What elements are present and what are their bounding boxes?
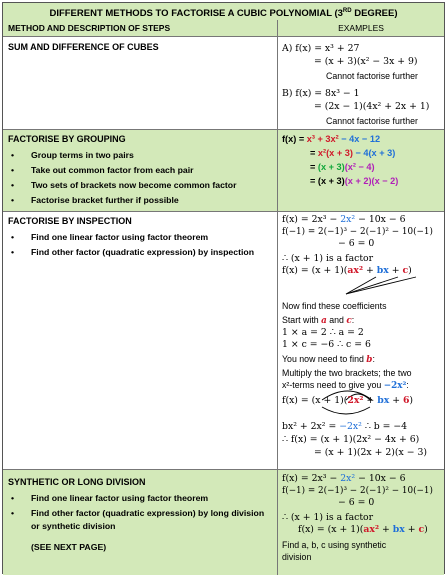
synthetic-function: f(x) = 2x³ − 2x² − 10x − 6	[282, 473, 406, 484]
synthetic-instruction-line2: division	[282, 552, 312, 562]
grouping-example-line4: = (x + 3)(x + 2)(x − 2)	[310, 176, 399, 186]
column-header-examples: EXAMPLES	[338, 23, 384, 33]
inspection-find-a: 1 × a = 2 ∴ a = 2	[282, 327, 364, 338]
synthetic-factor-test-result: − 6 = 0	[338, 497, 375, 508]
row-synthetic-long-division: SYNTHETIC OR LONG DIVISION • Find one linear factor using factor theorem • Find other factor (quadratic expression) by long division or synthetic division (SEE NEXT PAGE) f(x) = 2x³ − 2x² − 10x − 6 f(−1) = 2(−1)³ − 2(−1)² − 10(−1) − 6 = 0 ∴ (x + 1) is a factor f(x) = (x + 1)(ax² + bx + c) Find a, b, c using synthetic division	[3, 470, 444, 575]
synthetic-instruction-line1: Find a, b, c using synthetic	[282, 540, 387, 550]
page-title	[3, 3, 444, 21]
inspection-general-form: f(x) = (x + 1)(ax² + bx + c)	[282, 265, 412, 276]
inspection-function: f(x) = 2x³ − 2x² − 10x − 6	[282, 214, 406, 225]
inspection-find-b-note: You now need to find b:	[282, 354, 375, 365]
inspection-solve-b: bx² + 2x² = −2x² ∴ b = −4	[282, 421, 408, 432]
section-heading-grouping: FACTORISE BY GROUPING	[8, 134, 126, 144]
inspection-find-c: 1 × c = −6 ∴ c = 6	[282, 339, 371, 350]
coefficient-arrows	[338, 274, 433, 296]
column-header-row	[3, 20, 444, 37]
title-text: DIFFERENT METHODS TO FACTORISE A CUBIC POLYNOMIAL (3RD DEGREE)	[49, 8, 398, 20]
row-factorise-by-grouping: FACTORISE BY GROUPING • Group terms in two pairs • Take out common factor from each pair • Two sets of brackets now become common factor • Factorise bracket further if possible f(x) = x³ + 3x² − 4x − 12 = x²(x + 3) − 4(x + 3) = (x + 3)(x² − 4) = (x + 3)(x + 2)(x − 2)	[3, 130, 444, 212]
section-heading-synthetic: SYNTHETIC OR LONG DIVISION	[8, 477, 146, 487]
grouping-example-line3: = (x + 3)(x² − 4)	[310, 162, 375, 172]
inspection-result-line2: = (x + 1)(2x + 2)(x − 3)	[314, 447, 427, 458]
inspection-start-note: Start with a and c:	[282, 315, 355, 326]
section-heading-inspection: FACTORISE BY INSPECTION	[8, 216, 132, 226]
inspection-multiply-note: Multiply the two brackets; the two	[282, 368, 412, 378]
cubes-example-a-line2: = (x + 3)(x² − 3x + 9)	[314, 56, 418, 67]
inspection-factor-test-result: − 6 = 0	[338, 238, 375, 249]
multiply-arcs-lower	[308, 405, 408, 417]
cubes-example-a-note: Cannot factorise further	[326, 71, 418, 81]
inspection-x2-terms-note: x²-terms need to give you −2x²:	[282, 380, 409, 391]
grouping-example-line2: = x²(x + 3) − 4(x + 3)	[310, 148, 396, 158]
synthetic-factor-test: f(−1) = 2(−1)³ − 2(−1)² − 10(−1)	[282, 486, 433, 496]
inspection-partial-form: f(x) = (x + 1)(2x² + bx + 6)	[282, 395, 414, 406]
row-sum-difference-cubes	[3, 37, 444, 130]
row-factorise-by-inspection: FACTORISE BY INSPECTION • Find one linear factor using factor theorem • Find other factor (quadratic expression) by inspection f(x) = 2x³ − 2x² − 10x − 6 f(−1) = 2(−1)³ − 2(−1)² − 10(−1) − 6 = 0 ∴ (x + 1) is a factor f(x) = (x + 1)(ax² + bx + c) Now find these coefficients Start with a and c: 1 × a = 2 ∴ a = 2 1 × c = −6 ∴ c = 6 You now need to find b: Multiply the two brackets; the two x²-terms need to give you −2x²: f(x) = (x + 1)(2x² + bx + 6) bx² + 2x² = −2x² ∴ b = −4 ∴ f(x) = (x + 1)(2x² − 4x + 6) = (x + 1)(2x + 2)(x − 3)	[3, 212, 444, 470]
inspection-result-line1: ∴ f(x) = (x + 1)(2x² − 4x + 6)	[282, 434, 420, 445]
cubes-example-b-note: Cannot factorise further	[326, 116, 418, 126]
grouping-example-line1: f(x) = x³ + 3x² − 4x − 12	[282, 134, 381, 144]
cubes-example-a-line1: A) f(x) = x³ + 27	[282, 43, 360, 54]
cubes-example-b-line2: = (2x − 1)(4x² + 2x + 1)	[314, 101, 430, 112]
synthetic-see-next-page: (SEE NEXT PAGE)	[31, 542, 107, 552]
cubes-example-b-line1: B) f(x) = 8x³ − 1	[282, 88, 360, 99]
inspection-factor-test: f(−1) = 2(−1)³ − 2(−1)² − 10(−1)	[282, 227, 433, 237]
section-heading-cubes: SUM AND DIFFERENCE OF CUBES	[8, 42, 159, 52]
synthetic-factor-statement: ∴ (x + 1) is a factor	[282, 512, 374, 523]
factorisation-table	[2, 2, 445, 574]
column-header-method: METHOD AND DESCRIPTION OF STEPS	[8, 23, 171, 33]
inspection-coefficients-note: Now find these coefficients	[282, 301, 387, 311]
synthetic-general-form: f(x) = (x + 1)(ax² + bx + c)	[298, 524, 428, 535]
inspection-factor-statement: ∴ (x + 1) is a factor	[282, 253, 374, 264]
